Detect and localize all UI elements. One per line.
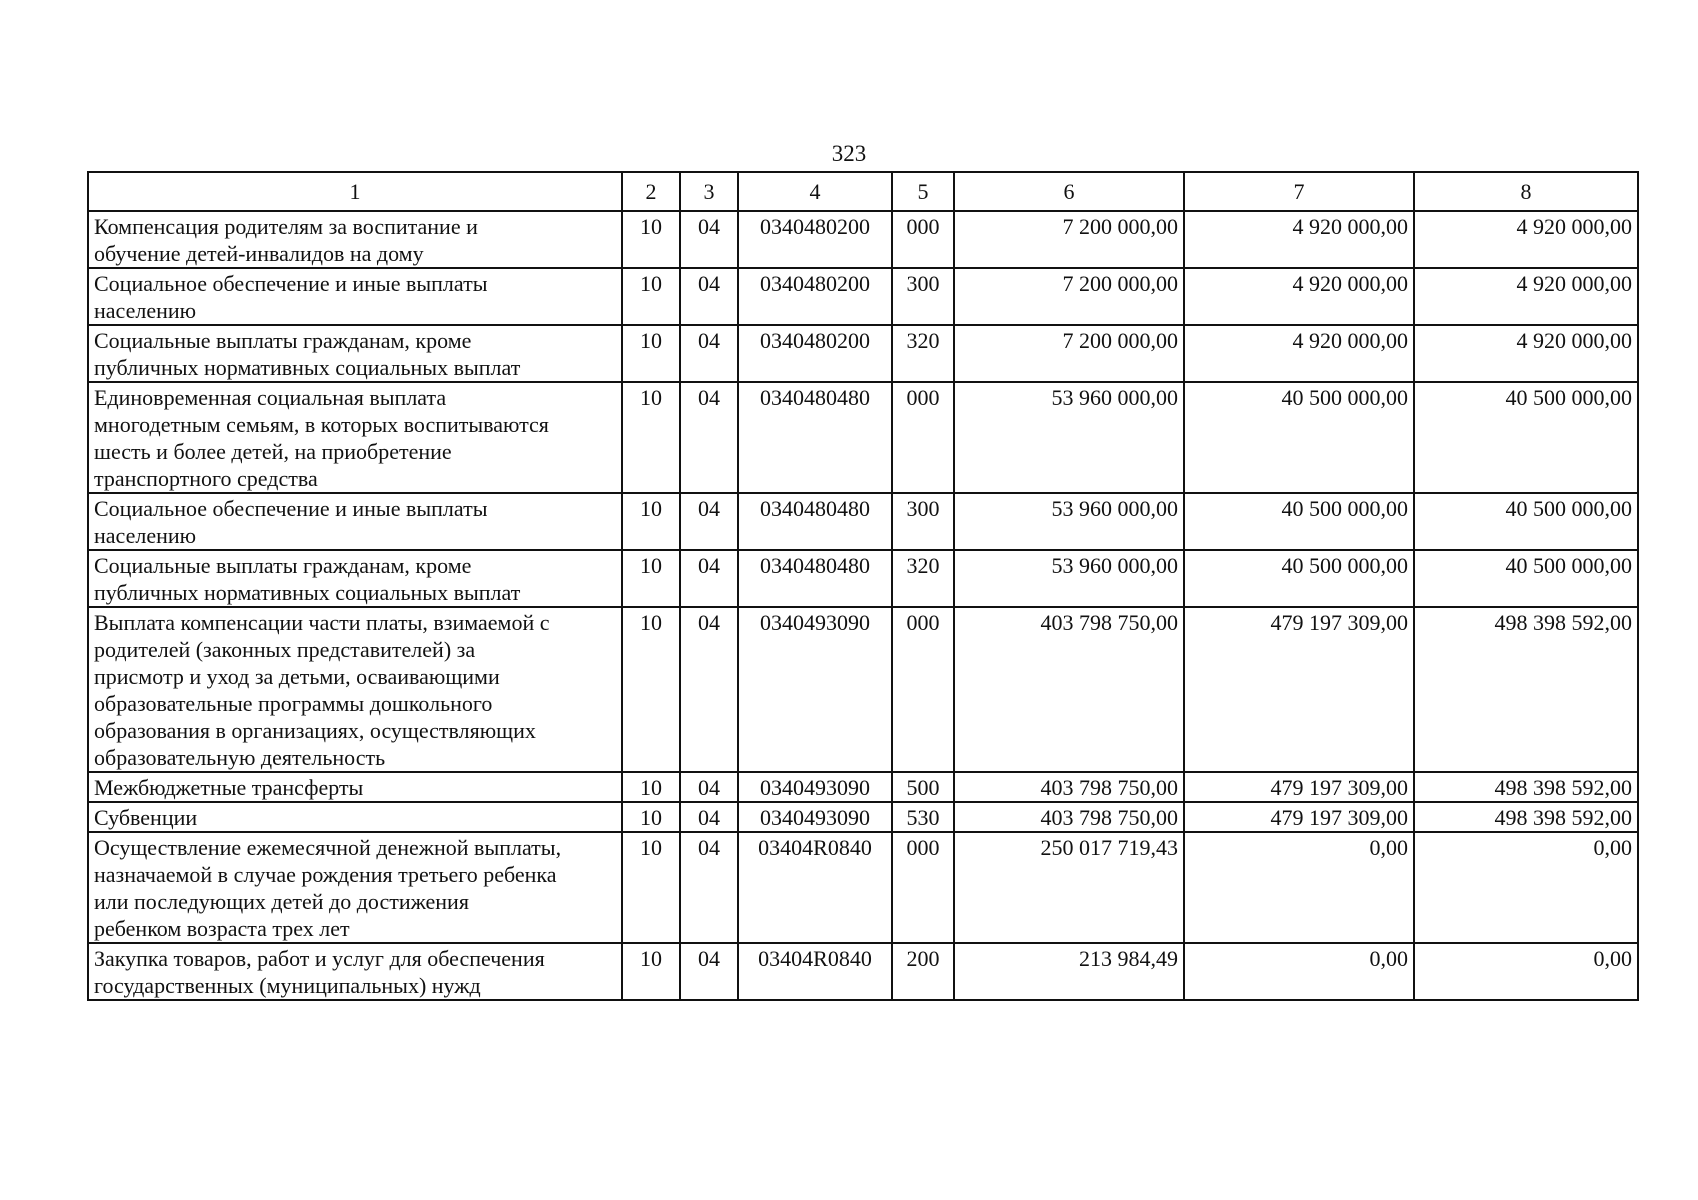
amount-col-7: 4 920 000,00 (1184, 268, 1414, 325)
amount-col-6: 53 960 000,00 (954, 382, 1184, 493)
amount-col-8: 4 920 000,00 (1414, 211, 1638, 268)
expense-type-code: 300 (892, 268, 954, 325)
row-name: Социальное обеспечение и иные выплаты населению (88, 493, 622, 550)
amount-col-6: 403 798 750,00 (954, 607, 1184, 772)
column-header: 6 (954, 172, 1184, 211)
amount-col-7: 479 197 309,00 (1184, 607, 1414, 772)
amount-col-7: 4 920 000,00 (1184, 325, 1414, 382)
subsection-code: 04 (680, 832, 738, 943)
row-name: Социальное обеспечение и иные выплаты населению (88, 268, 622, 325)
amount-col-6: 403 798 750,00 (954, 802, 1184, 832)
table-row (88, 493, 1638, 550)
target-code: 0340480200 (738, 325, 892, 382)
row-name: Единовременная социальная выплата многодетным семьям, в которых воспитываются шесть и более детей, на приобретение транспортного средства (88, 382, 622, 493)
amount-col-8: 498 398 592,00 (1414, 802, 1638, 832)
amount-col-7: 479 197 309,00 (1184, 802, 1414, 832)
target-code: 0340480480 (738, 493, 892, 550)
row-name: Компенсация родителям за воспитание и обучение детей-инвалидов на дому (88, 211, 622, 268)
expense-type-code: 000 (892, 607, 954, 772)
target-code: 0340480200 (738, 211, 892, 268)
table-row (88, 943, 1638, 1000)
table-row (88, 550, 1638, 607)
row-name: Закупка товаров, работ и услуг для обеспечения государственных (муниципальных) нужд (88, 943, 622, 1000)
table-row (88, 211, 1638, 268)
subsection-code: 04 (680, 268, 738, 325)
amount-col-7: 4 920 000,00 (1184, 211, 1414, 268)
target-code: 0340493090 (738, 802, 892, 832)
amount-col-6: 213 984,49 (954, 943, 1184, 1000)
section-code: 10 (622, 211, 680, 268)
amount-col-7: 0,00 (1184, 832, 1414, 943)
amount-col-8: 498 398 592,00 (1414, 772, 1638, 802)
column-header: 3 (680, 172, 738, 211)
amount-col-6: 53 960 000,00 (954, 550, 1184, 607)
row-name: Межбюджетные трансферты (88, 772, 622, 802)
target-code: 0340493090 (738, 607, 892, 772)
amount-col-7: 40 500 000,00 (1184, 493, 1414, 550)
subsection-code: 04 (680, 325, 738, 382)
row-name: Социальные выплаты гражданам, кроме публичных нормативных социальных выплат (88, 325, 622, 382)
section-code: 10 (622, 943, 680, 1000)
target-code: 0340480480 (738, 550, 892, 607)
amount-col-6: 7 200 000,00 (954, 268, 1184, 325)
amount-col-8: 4 920 000,00 (1414, 325, 1638, 382)
expense-type-code: 200 (892, 943, 954, 1000)
amount-col-8: 40 500 000,00 (1414, 493, 1638, 550)
column-header: 7 (1184, 172, 1414, 211)
section-code: 10 (622, 493, 680, 550)
amount-col-7: 479 197 309,00 (1184, 772, 1414, 802)
subsection-code: 04 (680, 382, 738, 493)
table-row (88, 382, 1638, 493)
section-code: 10 (622, 382, 680, 493)
amount-col-6: 7 200 000,00 (954, 211, 1184, 268)
amount-col-8: 0,00 (1414, 943, 1638, 1000)
amount-col-6: 250 017 719,43 (954, 832, 1184, 943)
amount-col-7: 0,00 (1184, 943, 1414, 1000)
expense-type-code: 000 (892, 832, 954, 943)
table-row (88, 607, 1638, 772)
amount-col-6: 7 200 000,00 (954, 325, 1184, 382)
subsection-code: 04 (680, 211, 738, 268)
amount-col-8: 498 398 592,00 (1414, 607, 1638, 772)
section-code: 10 (622, 802, 680, 832)
expense-type-code: 320 (892, 325, 954, 382)
amount-col-8: 4 920 000,00 (1414, 268, 1638, 325)
column-header: 5 (892, 172, 954, 211)
table-row (88, 832, 1638, 943)
target-code: 03404R0840 (738, 943, 892, 1000)
section-code: 10 (622, 268, 680, 325)
row-name: Субвенции (88, 802, 622, 832)
subsection-code: 04 (680, 802, 738, 832)
section-code: 10 (622, 772, 680, 802)
expense-type-code: 000 (892, 382, 954, 493)
expense-type-code: 300 (892, 493, 954, 550)
target-code: 0340480200 (738, 268, 892, 325)
subsection-code: 04 (680, 493, 738, 550)
target-code: 03404R0840 (738, 832, 892, 943)
amount-col-6: 53 960 000,00 (954, 493, 1184, 550)
table-row (88, 325, 1638, 382)
row-name: Выплата компенсации части платы, взимаемой с родителей (законных представителей) за присмотр и уход за детьми, осваивающими образовательные программы дошкольного образования в организациях, осуществляющих образовательную деятельность (88, 607, 622, 772)
table-row (88, 772, 1638, 802)
section-code: 10 (622, 550, 680, 607)
table-row (88, 268, 1638, 325)
column-header: 8 (1414, 172, 1638, 211)
section-code: 10 (622, 832, 680, 943)
amount-col-6: 403 798 750,00 (954, 772, 1184, 802)
budget-table (87, 171, 1639, 1001)
expense-type-code: 500 (892, 772, 954, 802)
amount-col-8: 0,00 (1414, 832, 1638, 943)
expense-type-code: 320 (892, 550, 954, 607)
column-header: 2 (622, 172, 680, 211)
amount-col-8: 40 500 000,00 (1414, 382, 1638, 493)
subsection-code: 04 (680, 607, 738, 772)
amount-col-7: 40 500 000,00 (1184, 382, 1414, 493)
subsection-code: 04 (680, 943, 738, 1000)
row-name: Осуществление ежемесячной денежной выплаты, назначаемой в случае рождения третьего ребенка или последующих детей до достижения ребенком возраста трех лет (88, 832, 622, 943)
amount-col-7: 40 500 000,00 (1184, 550, 1414, 607)
column-header: 4 (738, 172, 892, 211)
expense-type-code: 000 (892, 211, 954, 268)
target-code: 0340480480 (738, 382, 892, 493)
table-row (88, 802, 1638, 832)
column-header: 1 (88, 172, 622, 211)
subsection-code: 04 (680, 550, 738, 607)
section-code: 10 (622, 607, 680, 772)
target-code: 0340493090 (738, 772, 892, 802)
row-name: Социальные выплаты гражданам, кроме публичных нормативных социальных выплат (88, 550, 622, 607)
subsection-code: 04 (680, 772, 738, 802)
page-number: 323 (831, 141, 867, 166)
amount-col-8: 40 500 000,00 (1414, 550, 1638, 607)
section-code: 10 (622, 325, 680, 382)
header-row (88, 172, 1638, 211)
expense-type-code: 530 (892, 802, 954, 832)
